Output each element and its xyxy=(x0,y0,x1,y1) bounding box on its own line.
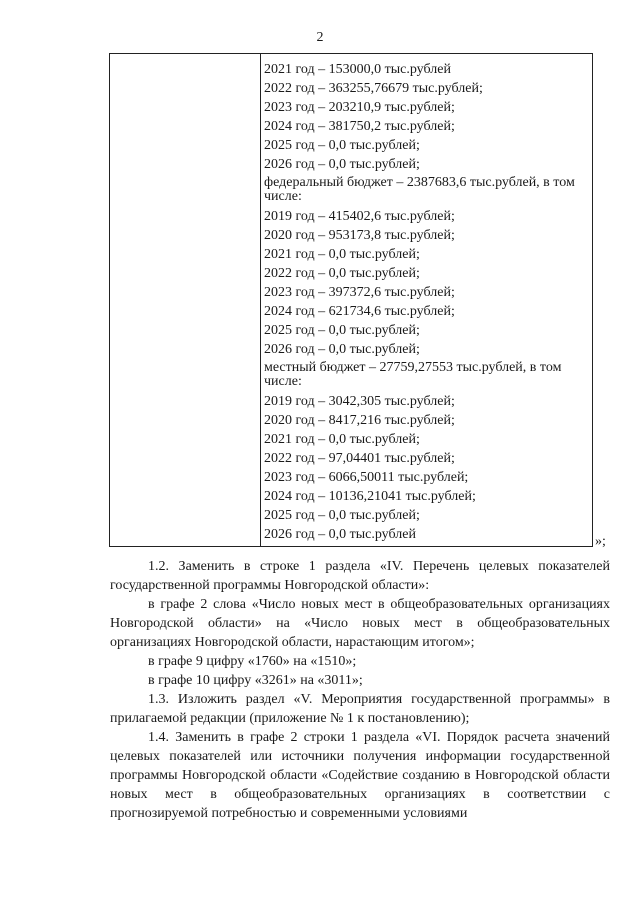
paragraph: в графе 10 цифру «3261» на «3011»; xyxy=(148,673,363,688)
funding-line: 2024 год – 381750,2 тыс.рублей; xyxy=(264,119,455,134)
funding-line: 2025 год – 0,0 тыс.рублей; xyxy=(264,323,420,338)
funding-line: 2026 год – 0,0 тыс.рублей; xyxy=(264,157,420,172)
funding-line: 2024 год – 10136,21041 тыс.рублей; xyxy=(264,489,476,504)
closing-quote: »; xyxy=(595,534,606,549)
paragraph: 1.2. Заменить в строке 1 раздела «IV. Перечень целевых показателей государственной программы Новгородской области»: xyxy=(110,559,610,593)
funding-line: 2021 год – 0,0 тыс.рублей; xyxy=(264,432,420,447)
funding-line: 2023 год – 397372,6 тыс.рублей; xyxy=(264,285,455,300)
funding-line: 2026 год – 0,0 тыс.рублей xyxy=(264,527,416,542)
paragraph: 1.3. Изложить раздел «V. Мероприятия государственной программы» в прилагаемой редакции (приложение № 1 к постановлению); xyxy=(110,692,610,726)
document-body xyxy=(110,557,610,823)
funding-line: 2023 год – 203210,9 тыс.рублей; xyxy=(264,100,455,115)
funding-line: 2021 год – 0,0 тыс.рублей; xyxy=(264,247,420,262)
funding-line: 2020 год – 8417,216 тыс.рублей; xyxy=(264,413,455,428)
funding-line: 2022 год – 97,04401 тыс.рублей; xyxy=(264,451,455,466)
funding-line: 2024 год – 621734,6 тыс.рублей; xyxy=(264,304,455,319)
funding-line: 2023 год – 6066,50011 тыс.рублей; xyxy=(264,470,469,485)
funding-line: 2025 год – 0,0 тыс.рублей; xyxy=(264,508,420,523)
paragraph: 1.4. Заменить в графе 2 строки 1 раздела «VI. Порядок расчета значений целевых показателей или источники получения информации государственной программы Новгородской области «Содействие созданию в Новгородской области новых мест в общеобразовательных организациях в соответствии с прогнозируемой потребностью и современными условиями xyxy=(110,730,610,821)
column-divider xyxy=(260,54,261,546)
funding-line: 2022 год – 0,0 тыс.рублей; xyxy=(264,266,420,281)
paragraph: в графе 2 слова «Число новых мест в общеобразовательных организациях Новгородской области» на «Число новых мест в общеобразовательных организациях Новгородской области, нарастающим итогом»; xyxy=(110,597,610,650)
funding-line: 2021 год – 153000,0 тыс.рублей xyxy=(264,62,451,77)
funding-line: 2025 год – 0,0 тыс.рублей; xyxy=(264,138,420,153)
funding-line: 2022 год – 363255,76679 тыс.рублей; xyxy=(264,81,483,96)
page-number: 2 xyxy=(316,30,324,45)
paragraph: в графе 9 цифру «1760» на «1510»; xyxy=(148,654,357,669)
federal-budget-heading: федеральный бюджет – 2387683,6 тыс.рублей, в том числе: xyxy=(264,175,575,204)
funding-table xyxy=(109,53,593,547)
funding-line: 2020 год – 953173,8 тыс.рублей; xyxy=(264,228,455,243)
local-budget-heading: местный бюджет – 27759,27553 тыс.рублей, в том числе: xyxy=(264,360,562,389)
funding-line: 2026 год – 0,0 тыс.рублей; xyxy=(264,342,420,357)
funding-line: 2019 год – 3042,305 тыс.рублей; xyxy=(264,394,455,409)
funding-cell xyxy=(264,60,590,544)
funding-line: 2019 год – 415402,6 тыс.рублей; xyxy=(264,209,455,224)
